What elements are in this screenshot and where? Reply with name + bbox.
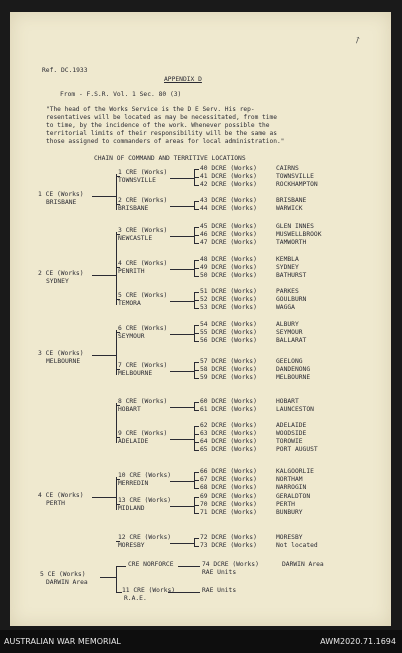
dcre-code: 55 DCRE (Works)	[200, 329, 257, 336]
dcre-code: 64 DCRE (Works)	[200, 438, 257, 445]
connector-line	[194, 488, 199, 489]
connector-line	[194, 276, 199, 277]
connector-line	[194, 378, 199, 379]
connector-line	[194, 426, 195, 450]
reference-number: Ref. DC.1933	[42, 67, 88, 74]
connector-line	[116, 566, 117, 592]
dcre-location: BATHURST	[276, 272, 307, 279]
rae-units: RAE Units	[202, 569, 237, 576]
dcre-location: GOULBURN	[276, 296, 307, 303]
appendix-title: APPENDIX D	[164, 76, 202, 83]
connector-line	[116, 479, 120, 480]
cre-code: 10 CRE (Works)	[118, 472, 172, 479]
connector-line	[194, 442, 199, 443]
connector-line	[194, 546, 199, 547]
dcre-location: DANDENONG	[276, 366, 311, 373]
dcre-code: 43 DCRE (Works)	[200, 197, 257, 204]
dcre-code: 53 DCRE (Works)	[200, 304, 257, 311]
connector-line	[194, 177, 199, 178]
connector-line	[170, 506, 194, 507]
dcre-code: 46 DCRE (Works)	[200, 231, 257, 238]
connector-line	[116, 176, 120, 177]
dcre-location: KALGOORLIE	[276, 468, 314, 475]
connector-line	[116, 405, 120, 406]
cre-place: SEYMOUR	[118, 333, 145, 340]
connector-line	[170, 407, 194, 408]
dcre-location: WARWICK	[276, 205, 303, 212]
dcre-location: GLEN INNES	[276, 223, 314, 230]
connector-line	[194, 209, 199, 210]
connector-line	[116, 332, 120, 333]
ce-place: SYDNEY	[46, 278, 69, 285]
connector-line	[194, 235, 199, 236]
ce-code: 5 CE (Works)	[40, 571, 86, 578]
connector-line	[170, 178, 194, 179]
connector-line	[194, 300, 199, 301]
connector-line	[116, 541, 120, 542]
cre-code: 13 CRE (Works)	[118, 497, 172, 504]
dcre-code: 73 DCRE (Works)	[200, 542, 257, 549]
quoted-paragraph	[46, 106, 366, 146]
dcre-location: HOBART	[276, 398, 299, 405]
cre-place: BRISBANE	[118, 205, 149, 212]
handwritten-mark: ↗	[352, 34, 364, 48]
connector-line	[178, 566, 200, 567]
connector-line	[194, 426, 199, 427]
connector-line	[116, 267, 120, 268]
cre-code: 9 CRE (Works)	[118, 430, 168, 437]
dcre-code: 51 DCRE (Works)	[200, 288, 257, 295]
connector-line	[194, 505, 199, 506]
connector-line	[194, 308, 199, 309]
dcre-location: PERTH	[276, 501, 295, 508]
dcre-location: SEYMOUR	[276, 329, 303, 336]
connector-line	[170, 301, 194, 302]
connector-line	[194, 538, 195, 546]
connector-line	[194, 333, 199, 334]
connector-line	[92, 355, 116, 356]
connector-line	[194, 402, 195, 410]
dcre-code: 66 DCRE (Works)	[200, 468, 257, 475]
dcre-code: 71 DCRE (Works)	[200, 509, 257, 516]
connector-line	[170, 334, 194, 335]
dcre-location: GEELONG	[276, 358, 303, 365]
cre-place: MERREDIN	[118, 480, 149, 487]
connector-line	[168, 592, 200, 593]
dcre-location: TAMWORTH	[276, 239, 307, 246]
cre-code: 6 CRE (Works)	[118, 325, 168, 332]
cre-place: R.A.E.	[124, 595, 147, 602]
cre-place: MIDLAND	[118, 505, 145, 512]
dcre-code: 67 DCRE (Works)	[200, 476, 257, 483]
ce-place: MELBOURNE	[46, 358, 81, 365]
dcre-code: 65 DCRE (Works)	[200, 446, 257, 453]
connector-line	[170, 236, 194, 237]
cre-code: 4 CRE (Works)	[118, 260, 168, 267]
connector-line	[194, 325, 199, 326]
dcre-code: 60 DCRE (Works)	[200, 398, 257, 405]
connector-line	[194, 402, 199, 403]
dcre-code: 42 DCRE (Works)	[200, 181, 257, 188]
dcre-location: BALLARAT	[276, 337, 307, 344]
dcre-code: 48 DCRE (Works)	[200, 256, 257, 263]
connector-line	[194, 450, 199, 451]
connector-line	[116, 204, 120, 205]
dcre-location: TOROWIE	[276, 438, 303, 445]
dcre-code: 47 DCRE (Works)	[200, 239, 257, 246]
ce-place: BRISBANE	[46, 199, 77, 206]
connector-line	[194, 185, 199, 186]
ce-code: 4 CE (Works)	[38, 492, 84, 499]
chart-title: CHAIN OF COMMAND AND TERRITIVE LOCATIONS	[94, 155, 246, 162]
connector-line	[194, 201, 199, 202]
connector-line	[100, 577, 116, 578]
dcre-location: NORTHAM	[276, 476, 303, 483]
dcre-location: BRISBANE	[276, 197, 307, 204]
cre-code: 8 CRE (Works)	[118, 398, 168, 405]
dcre-location: SYDNEY	[276, 264, 299, 271]
connector-line	[170, 206, 194, 207]
cre-place: TOWNSVILLE	[118, 177, 156, 184]
dcre-code: 70 DCRE (Works)	[200, 501, 257, 508]
dcre-code: 52 DCRE (Works)	[200, 296, 257, 303]
connector-line	[194, 292, 199, 293]
dcre-code: 40 DCRE (Works)	[200, 165, 257, 172]
connector-line	[170, 481, 194, 482]
source-reference: From - F.S.R. Vol. 1 Sec. 80 (3)	[60, 91, 182, 98]
dcre-location: NARROGIN	[276, 484, 307, 491]
connector-line	[194, 169, 199, 170]
dcre-code: 61 DCRE (Works)	[200, 406, 257, 413]
connector-line	[194, 538, 199, 539]
dcre-location: ROCKHAMPTON	[276, 181, 318, 188]
connector-line	[194, 480, 199, 481]
cre-code: 11 CRE (Works)	[122, 587, 176, 594]
dcre-code: 62 DCRE (Works)	[200, 422, 257, 429]
paragraph-line: to time, by the incidence of the work. Whenever possible the	[46, 122, 270, 129]
ce-place: DARWIN Area	[46, 579, 88, 586]
dcre-location: WAGGA	[276, 304, 295, 311]
dcre-location: ALBURY	[276, 321, 299, 328]
connector-line	[194, 201, 195, 209]
connector-line	[116, 437, 120, 438]
connector-line	[194, 497, 199, 498]
cre-norforce: CRE NORFORCE	[128, 561, 174, 568]
connector-line	[92, 497, 116, 498]
paragraph-line: resentatives will be located as may be necessitated, from time	[46, 114, 277, 121]
cre-code: 12 CRE (Works)	[118, 534, 172, 541]
connector-line	[194, 362, 199, 363]
connector-line	[116, 369, 120, 370]
connector-line	[194, 472, 199, 473]
connector-line	[170, 439, 194, 440]
dcre-location: KEMBLA	[276, 256, 299, 263]
connector-line	[170, 371, 194, 372]
dcre-code: 45 DCRE (Works)	[200, 223, 257, 230]
paragraph-line: "The head of the Works Service is the D E Serv. His rep-	[46, 106, 255, 113]
connector-line	[116, 299, 120, 300]
rae-units: RAE Units	[202, 587, 237, 594]
dcre-location: DARWIN Area	[282, 561, 324, 568]
connector-line	[116, 504, 120, 505]
connector-line	[170, 269, 194, 270]
cre-place: MELBOURNE	[118, 370, 153, 377]
cre-code: 3 CRE (Works)	[118, 227, 168, 234]
dcre-location: GERALDTON	[276, 493, 311, 500]
paragraph-line: those assigned to commanders of areas for local administration."	[46, 138, 285, 145]
connector-line	[194, 243, 199, 244]
footer-bar	[0, 630, 402, 653]
connector-line	[194, 268, 199, 269]
connector-line	[116, 232, 117, 305]
dcre-code: 72 DCRE (Works)	[200, 534, 257, 541]
dcre-location: PORT AUGUST	[276, 446, 318, 453]
dcre-code: 69 DCRE (Works)	[200, 493, 257, 500]
dcre-location: ADELAIDE	[276, 422, 307, 429]
ce-place: PERTH	[46, 500, 65, 507]
cre-place: ADELAIDE	[118, 438, 149, 445]
connector-line	[194, 370, 199, 371]
dcre-code: 74 DCRE (Works)	[202, 561, 259, 568]
dcre-code: 41 DCRE (Works)	[200, 173, 257, 180]
dcre-code: 58 DCRE (Works)	[200, 366, 257, 373]
dcre-code: 44 DCRE (Works)	[200, 205, 257, 212]
cre-code: 2 CRE (Works)	[118, 197, 168, 204]
dcre-code: 54 DCRE (Works)	[200, 321, 257, 328]
dcre-code: 59 DCRE (Works)	[200, 374, 257, 381]
connector-line	[194, 260, 199, 261]
connector-line	[194, 513, 199, 514]
connector-line	[116, 592, 122, 593]
connector-line	[194, 341, 199, 342]
connector-line	[194, 227, 199, 228]
ce-code: 1 CE (Works)	[38, 191, 84, 198]
connector-line	[116, 477, 117, 510]
dcre-location: MUSWELLBROOK	[276, 231, 322, 238]
dcre-location: WOODSIDE	[276, 430, 307, 437]
dcre-code: 56 DCRE (Works)	[200, 337, 257, 344]
dcre-location: BUNBURY	[276, 509, 303, 516]
cre-code: 1 CRE (Works)	[118, 169, 168, 176]
cre-code: 7 CRE (Works)	[118, 362, 168, 369]
dcre-code: 49 DCRE (Works)	[200, 264, 257, 271]
cre-place: MORESBY	[118, 542, 145, 549]
cre-place: TEMORA	[118, 300, 141, 307]
dcre-location: TOWNSVILLE	[276, 173, 314, 180]
ce-code: 2 CE (Works)	[38, 270, 84, 277]
dcre-code: 63 DCRE (Works)	[200, 430, 257, 437]
cre-code: 5 CRE (Works)	[118, 292, 168, 299]
connector-line	[92, 196, 116, 197]
dcre-location: MORESBY	[276, 534, 303, 541]
dcre-location: LAUNCESTON	[276, 406, 314, 413]
connector-line	[116, 234, 120, 235]
dcre-location: Not located	[276, 542, 318, 549]
dcre-code: 57 DCRE (Works)	[200, 358, 257, 365]
dcre-code: 68 DCRE (Works)	[200, 484, 257, 491]
dcre-code: 50 DCRE (Works)	[200, 272, 257, 279]
connector-line	[116, 566, 126, 567]
connector-line	[92, 275, 116, 276]
connector-line	[194, 434, 199, 435]
cre-place: PENRITH	[118, 268, 145, 275]
dcre-location: CAIRNS	[276, 165, 299, 172]
ce-code: 3 CE (Works)	[38, 350, 84, 357]
footer-source: AUSTRALIAN WAR MEMORIAL	[4, 637, 121, 646]
dcre-location: MELBOURNE	[276, 374, 311, 381]
connector-line	[194, 410, 199, 411]
cre-place: NEWCASTLE	[118, 235, 153, 242]
footer-accession: AWM2020.71.1694	[320, 637, 396, 646]
cre-place: HOBART	[118, 406, 141, 413]
connector-line	[170, 543, 194, 544]
paragraph-line: territorial limits of their responsibility will be the same as	[46, 130, 277, 137]
dcre-location: PARKES	[276, 288, 299, 295]
